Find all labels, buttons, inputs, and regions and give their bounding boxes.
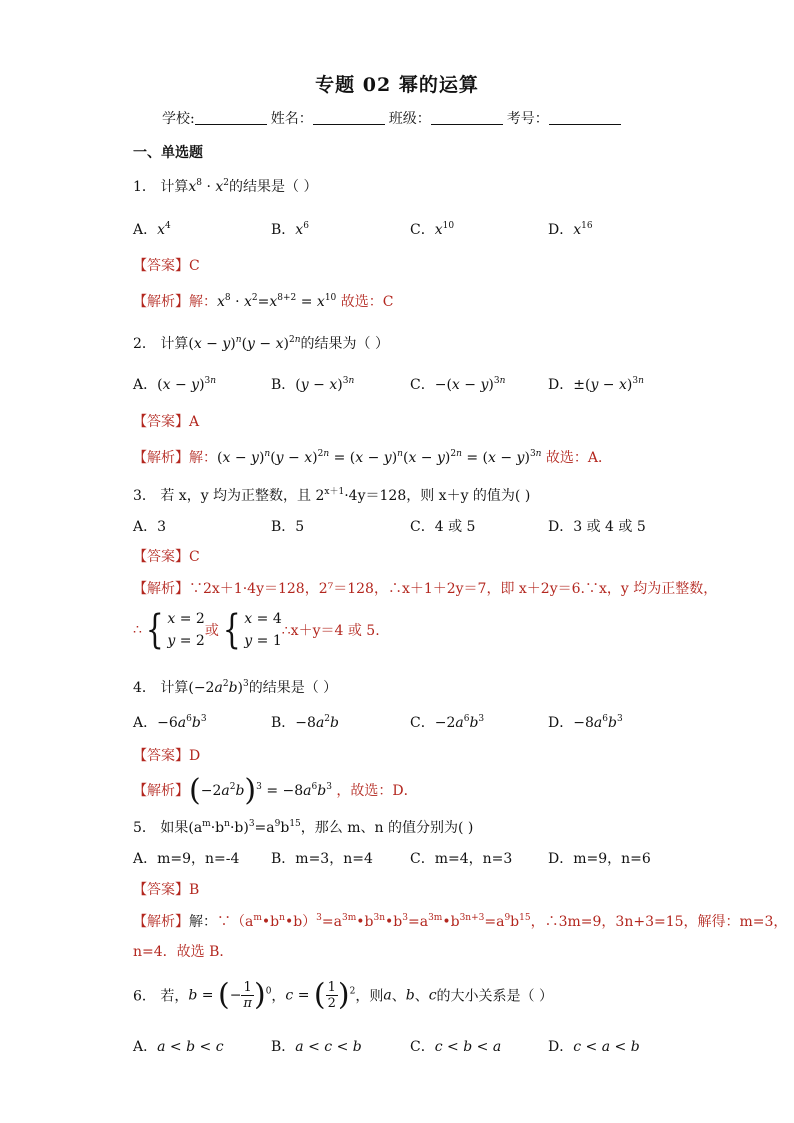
question-5-option-a[interactable]: A．m=9，n=-4: [133, 851, 240, 867]
question-3-stem: 3． 若 x，y 均为正整数，且 $2^{x+1}\cdot 4y=128$，则 x＋y 的值为( ): [133, 487, 531, 504]
question-2-option-c[interactable]: C．$-(x - y)^{3n}$: [410, 376, 506, 393]
question-3-answer: 【答案】C: [133, 549, 200, 565]
question-5-explanation-line-2: n=4．故选 B．: [133, 944, 234, 960]
question-4-answer: 【答案】D: [133, 748, 201, 764]
exam-number-blank[interactable]: [549, 110, 621, 125]
question-1-answer: 【答案】C: [133, 258, 200, 274]
class-label: 班级：: [388, 111, 431, 127]
question-5-explanation-line-1: 【解析】解：$\because(a^m•b^n•b)^3=a^{3m}•b^{3n}•b^3=a^{3m}•b^{3n+3}=a^9b^{15}$，∴3m=9，3n+3=15，解得：m=3，: [133, 913, 788, 930]
question-2-stem: 2． 计算$(x - y)^n(y - x)^{2n}$的结果为（ ）: [133, 335, 389, 352]
exam-number-label: 考号：: [506, 111, 549, 127]
question-2-explanation: 【解析】解：$(x - y)^n(y - x)^{2n} = (x - y)^n(x - y)^{2n} = (x - y)^{3n}$ 故选：A．: [133, 449, 613, 466]
question-2-option-b[interactable]: B．$(y - x)^{3n}$: [271, 376, 355, 393]
school-label: 学校:: [162, 111, 195, 127]
question-6-option-c[interactable]: C．c < b < a: [410, 1039, 502, 1055]
question-6-option-d[interactable]: D．c < a < b: [548, 1039, 640, 1055]
question-5-stem: 5． 如果$(a^m\cdot b^n\cdot b)^3=a^9b^{15}$，那么 m、n 的值分别为( ): [133, 819, 474, 836]
question-2-answer: 【答案】A: [133, 414, 200, 430]
question-3-explanation-line-2: ∴{ x = 2 y = 2或{ x = 4 y = 1∴x＋y＝4 或 5.: [133, 607, 380, 653]
question-1-option-d[interactable]: D．$x^{16}$: [548, 221, 593, 238]
name-label: 姓名：: [270, 111, 313, 127]
school-blank[interactable]: [195, 110, 267, 125]
question-1-stem: 1． 计算$x^8 \cdot x^2$的结果是（ ）: [133, 178, 318, 195]
question-3-option-c[interactable]: C．4 或 5: [410, 519, 476, 535]
student-info-line: [162, 108, 625, 128]
section-heading: 一、单选题: [133, 145, 203, 161]
question-4-option-d[interactable]: D．$-8a^6b^3$: [548, 714, 623, 731]
question-1-option-c[interactable]: C．$x^{10}$: [410, 221, 455, 238]
question-5-answer: 【答案】B: [133, 882, 200, 898]
question-4-option-b[interactable]: B．$-8a^2b$: [271, 714, 339, 731]
question-4-option-a[interactable]: A．$-6a^6b^3$: [133, 714, 207, 731]
question-3-option-d[interactable]: D．3 或 4 或 5: [548, 519, 646, 535]
question-3-option-b[interactable]: B．5: [271, 519, 305, 535]
question-5-option-c[interactable]: C．m=4，n=3: [410, 851, 513, 867]
question-3-explanation-line-1: 【解析】∵2x＋1·4y＝128，2⁷＝128，∴x＋1＋2y＝7，即 x＋2y＝6.∵x，y 均为正整数，: [133, 581, 718, 597]
page-title: 专题 02 幂的运算: [315, 74, 479, 96]
question-3-option-a[interactable]: A．3: [133, 519, 167, 535]
question-5-option-d[interactable]: D．m=9，n=6: [548, 851, 651, 867]
question-5-option-b[interactable]: B．m=3，n=4: [271, 851, 373, 867]
class-blank[interactable]: [431, 110, 503, 125]
question-1-explanation: 【解析】解：$x^8 \cdot x^2=x^{8+2} = x^{10}$ 故选：C: [133, 293, 394, 310]
question-2-option-a[interactable]: A．$(x - y)^{3n}$: [133, 376, 217, 393]
question-4-explanation: 【解析】$(-2a^2b)^3 = -8a^6b^3$ ，故选：D．: [133, 773, 418, 808]
question-6-option-b[interactable]: B．a < c < b: [271, 1039, 362, 1055]
question-1-option-b[interactable]: B．$x^6$: [271, 221, 309, 238]
question-4-stem: 4． 计算$(-2a^2b)^3$的结果是（ ）: [133, 679, 338, 696]
question-2-option-d[interactable]: D．$\pm(y - x)^{3n}$: [548, 376, 644, 393]
question-1-option-a[interactable]: A．$x^4$: [133, 221, 171, 238]
question-6-stem: 6． 若，b = (− $\frac{1}{\pi}$ )$^0$，c = ( $\frac{1}{2}$ )$^2$，则a、b、c的大小关系是（ ）: [133, 977, 553, 1013]
question-4-option-c[interactable]: C．$-2a^6b^3$: [410, 714, 485, 731]
name-blank[interactable]: [313, 110, 385, 125]
question-6-option-a[interactable]: A．a < b < c: [133, 1039, 224, 1055]
